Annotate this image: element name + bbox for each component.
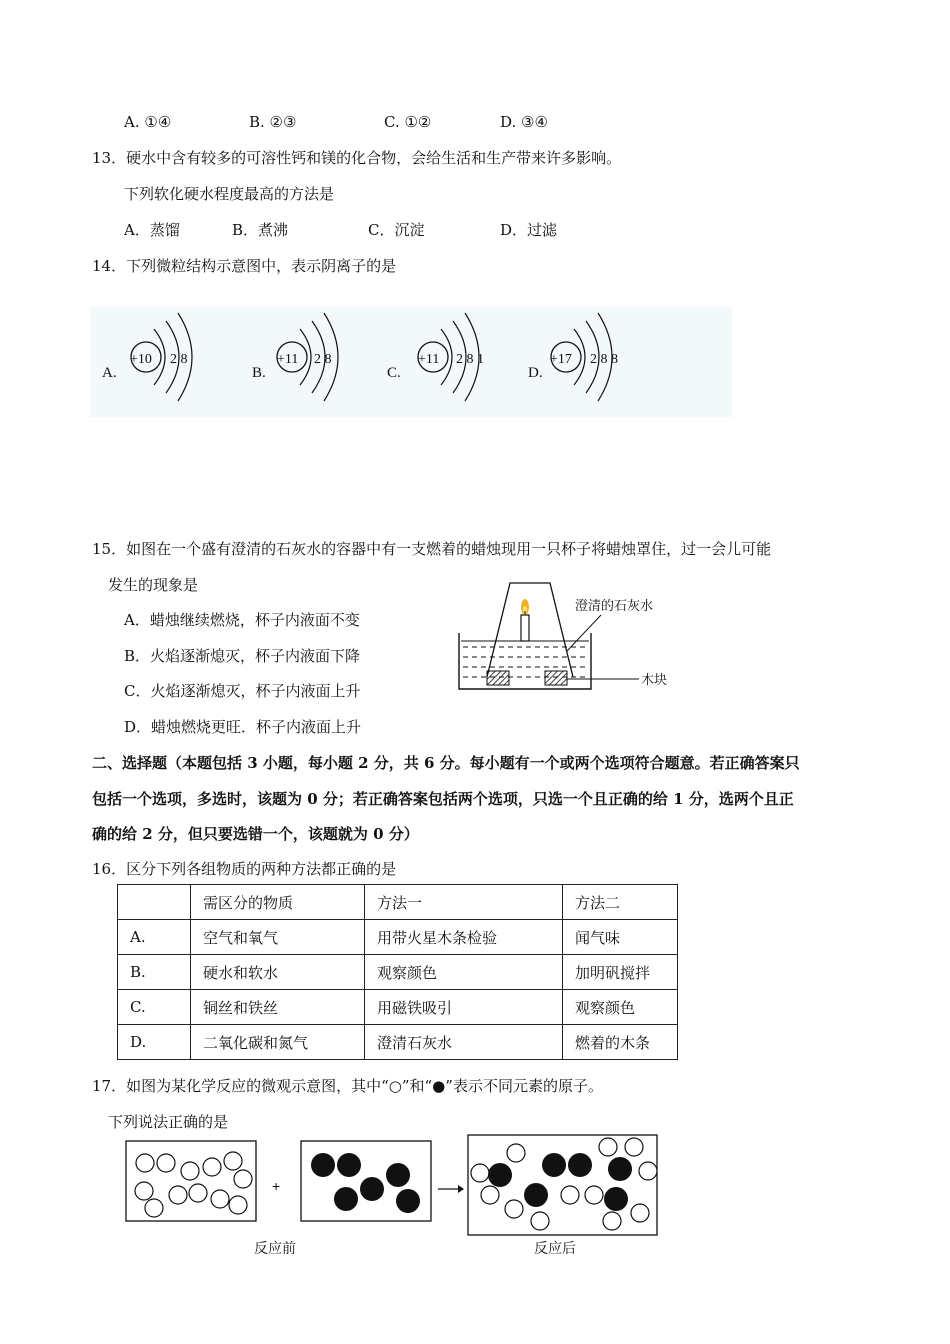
table-cell: 观察颜色 bbox=[563, 990, 678, 1025]
table-cell: 空气和氧气 bbox=[191, 920, 365, 955]
table-cell: 用磁铁吸引 bbox=[365, 990, 563, 1025]
q13-sub: 下列软化硬水程度最高的方法是 bbox=[124, 185, 335, 203]
table-cell: C. bbox=[118, 990, 191, 1025]
q15-stem: 15．如图在一个盛有澄清的石灰水的容器中有一支燃着的蜡烛现用一只杯子将蜡烛罩住，过一会儿可能 bbox=[92, 540, 772, 558]
q14-stem: 14．下列微粒结构示意图中，表示阴离子的是 bbox=[92, 257, 397, 275]
header-cell: 方法二 bbox=[563, 885, 678, 920]
table-row bbox=[118, 920, 678, 955]
q12-option-c: C. ①② bbox=[384, 113, 432, 131]
table-cell: 铜丝和铁丝 bbox=[191, 990, 365, 1025]
structure-d-nucleus: +17 bbox=[550, 352, 572, 367]
q17-sub: 下列说法正确的是 bbox=[108, 1113, 229, 1131]
structure-c-shells: 2 8 1 bbox=[456, 352, 484, 367]
table-cell: 加明矾搅拌 bbox=[563, 955, 678, 990]
structure-c-letter: C. bbox=[387, 365, 401, 381]
structure-a-nucleus: +10 bbox=[130, 352, 152, 367]
q16-stem: 16．区分下列各组物质的两种方法都正确的是 bbox=[92, 860, 397, 878]
table-cell: D. bbox=[118, 1025, 191, 1060]
after-label: 反应后 bbox=[534, 1240, 576, 1256]
structure-d-shells: 2 8 8 bbox=[590, 352, 618, 367]
limewater-label: 澄清的石灰水 bbox=[575, 598, 654, 613]
q12-option-a: A. ①④ bbox=[124, 113, 172, 131]
q13-option-d: D．过滤 bbox=[500, 221, 558, 239]
table-row bbox=[118, 955, 678, 990]
table-cell: 硬水和软水 bbox=[191, 955, 365, 990]
table-row bbox=[118, 1025, 678, 1060]
section2-line3: 确的给 2 分，但只要选错一个，该题就为 0 分） bbox=[92, 825, 419, 843]
table-cell: 燃着的木条 bbox=[563, 1025, 678, 1060]
table-row bbox=[118, 990, 678, 1025]
structure-c-nucleus: +11 bbox=[418, 352, 440, 367]
table-cell: 二氧化碳和氮气 bbox=[191, 1025, 365, 1060]
structure-a-shells: 2 8 bbox=[170, 352, 188, 367]
structure-a-letter: A. bbox=[102, 365, 117, 381]
table-cell: 用带火星木条检验 bbox=[365, 920, 563, 955]
q15-option-d: D．蜡烛燃烧更旺．杯子内液面上升 bbox=[124, 718, 362, 736]
table-header-row bbox=[118, 885, 678, 920]
q15-option-c: C．火焰逐渐熄灭，杯子内液面上升 bbox=[124, 682, 361, 700]
structure-b-letter: B. bbox=[252, 365, 266, 381]
table-cell: 闻气味 bbox=[563, 920, 678, 955]
before-label: 反应前 bbox=[254, 1240, 296, 1256]
table-cell: A. bbox=[118, 920, 191, 955]
table-cell: 澄清石灰水 bbox=[365, 1025, 563, 1060]
q13-option-a: A．蒸馏 bbox=[124, 221, 180, 239]
table-cell: 观察颜色 bbox=[365, 955, 563, 990]
reaction-micro-diagram bbox=[120, 1133, 665, 1258]
q15-stem-continued: 发生的现象是 bbox=[108, 576, 199, 594]
section2-line2: 包括一个选项，多选时，该题为 0 分；若正确答案包括两个选项，只选一个且正确的给 1 分，选两个且正 bbox=[92, 790, 794, 808]
q13-option-c: C．沉淀 bbox=[368, 221, 425, 239]
header-cell bbox=[118, 885, 191, 920]
q12-option-d: D. ③④ bbox=[500, 113, 548, 131]
structure-b-shells: 2 8 bbox=[314, 352, 332, 367]
q13-option-b: B．煮沸 bbox=[232, 221, 289, 239]
header-cell: 需区分的物质 bbox=[191, 885, 365, 920]
q13-stem: 13．硬水中含有较多的可溶性钙和镁的化合物，会给生活和生产带来许多影响。 bbox=[92, 149, 622, 167]
candle-experiment-diagram bbox=[455, 575, 685, 695]
header-cell: 方法一 bbox=[365, 885, 563, 920]
atomic-structure-diagrams bbox=[90, 307, 732, 422]
wood-block-label: 木块 bbox=[641, 672, 668, 687]
q12-option-b: B. ②③ bbox=[249, 113, 297, 131]
structure-d-letter: D. bbox=[528, 365, 543, 381]
q15-option-a: A．蜡烛继续燃烧，杯子内液面不变 bbox=[124, 611, 360, 629]
q16-table bbox=[117, 884, 678, 1060]
q15-option-b: B．火焰逐渐熄灭，杯子内液面下降 bbox=[124, 647, 361, 665]
table-cell: B. bbox=[118, 955, 191, 990]
q17-stem: 17．如图为某化学反应的微观示意图，其中“○”和“●”表示不同元素的原子。 bbox=[92, 1077, 603, 1095]
structure-b-nucleus: +11 bbox=[277, 352, 299, 367]
section2-line1: 二、选择题（本题包括 3 小题，每小题 2 分，共 6 分。每小题有一个或两个选项符合题意。若正确答案只 bbox=[92, 754, 800, 772]
plus-sign: + bbox=[272, 1178, 281, 1194]
